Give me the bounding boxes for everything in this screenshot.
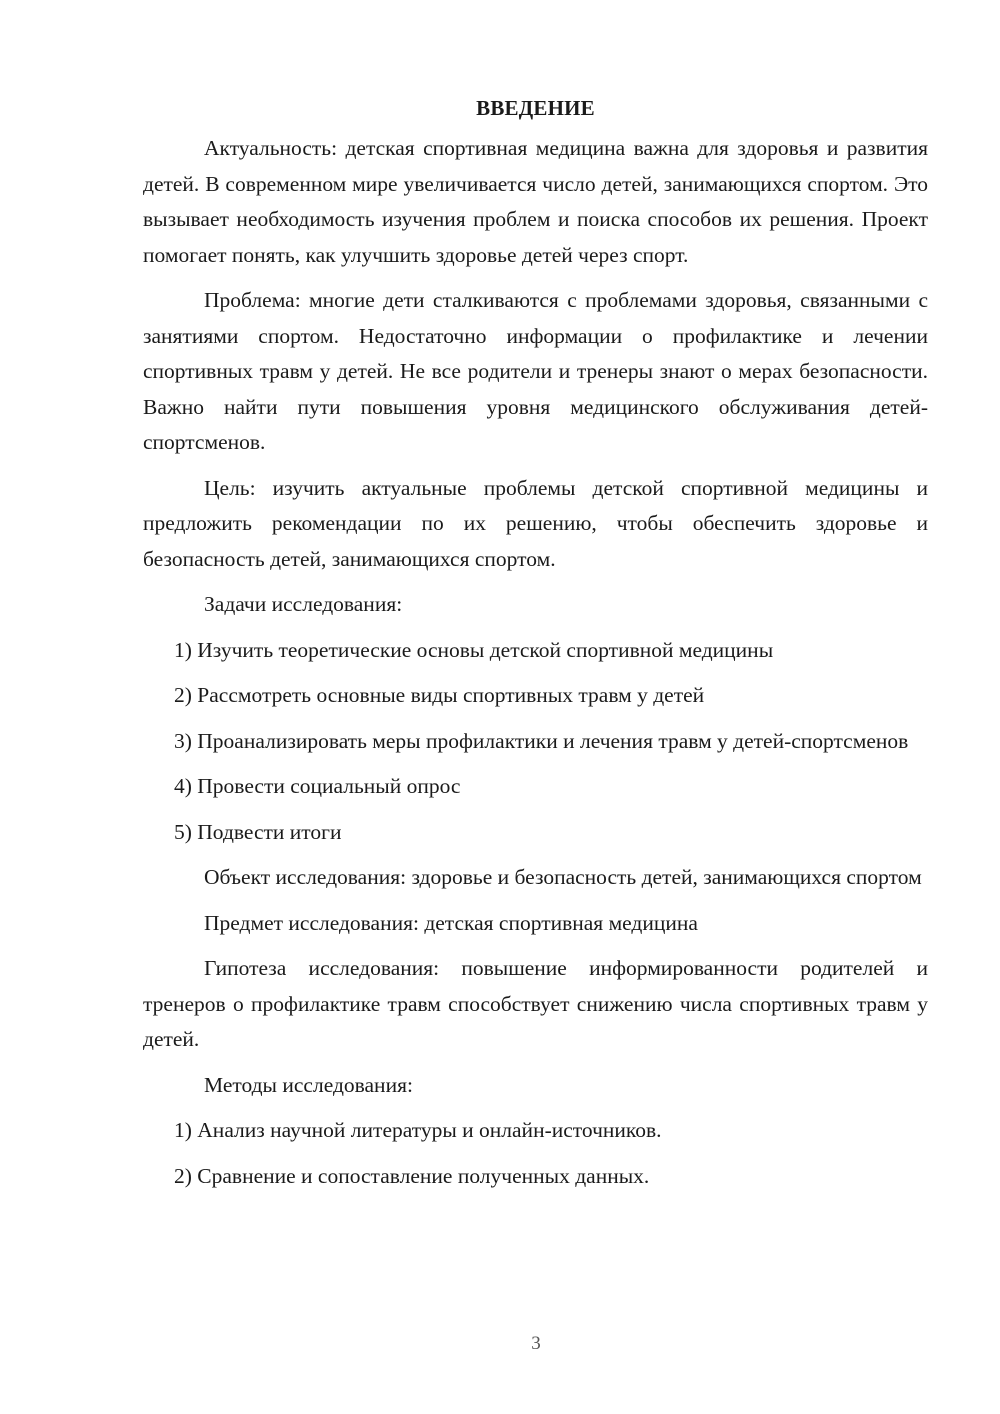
task-item: 5) Подвести итоги [174,819,342,844]
goal-paragraph: Цель: изучить актуальные проблемы детской спортивной медицины и предложить рекомендации по их решению, чтобы обеспечить здоровье и безопасность детей, занимающихся спортом. [143,475,928,571]
relevance-paragraph: Актуальность: детская спортивная медицина важна для здоровья и развития детей. В современном мире увеличивается число детей, занимающихся спортом. Это вызывает необходимость изучения проблем и поиска способов их решения. Проект помогает понять, как улучшить здоровье детей через спорт. [143,136,928,267]
object-paragraph: Объект исследования: здоровье и безопасность детей, занимающихся спортом [204,865,922,889]
page-number: 3 [531,1333,541,1354]
page-title: ВВЕДЕНИЕ [476,96,595,120]
method-item: 2) Сравнение и сопоставление полученных данных. [174,1163,650,1188]
methods-heading: Методы исследования: [204,1072,413,1097]
hypothesis-paragraph: Гипотеза исследования: повышение информированности родителей и тренеров о профилактике травм способствует снижению числа спортивных травм у детей. [143,956,928,1051]
task-item: 2) Рассмотреть основные виды спортивных травм у детей [174,683,705,707]
method-item: 1) Анализ научной литературы и онлайн-источников. [174,1118,662,1142]
page-content [143,96,928,1204]
task-item: 3) Проанализировать меры профилактики и лечения травм у детей-спортсменов [174,728,909,753]
tasks-heading: Задачи исследования: [204,592,403,616]
task-item: 1) Изучить теоретические основы детской спортивной медицины [174,637,774,662]
problem-paragraph: Проблема: многие дети сталкиваются с проблемами здоровья, связанными с занятиями спортом. Недостаточно информации о профилактике и лечении спортивных травм у детей. Не все родители и тренеры знают о мерах безопасности. Важно найти пути повышения уровня медицинского обслуживания детей-спортсменов. [143,288,928,454]
task-item: 4) Провести социальный опрос [174,774,461,798]
subject-paragraph: Предмет исследования: детская спортивная медицина [204,910,698,935]
